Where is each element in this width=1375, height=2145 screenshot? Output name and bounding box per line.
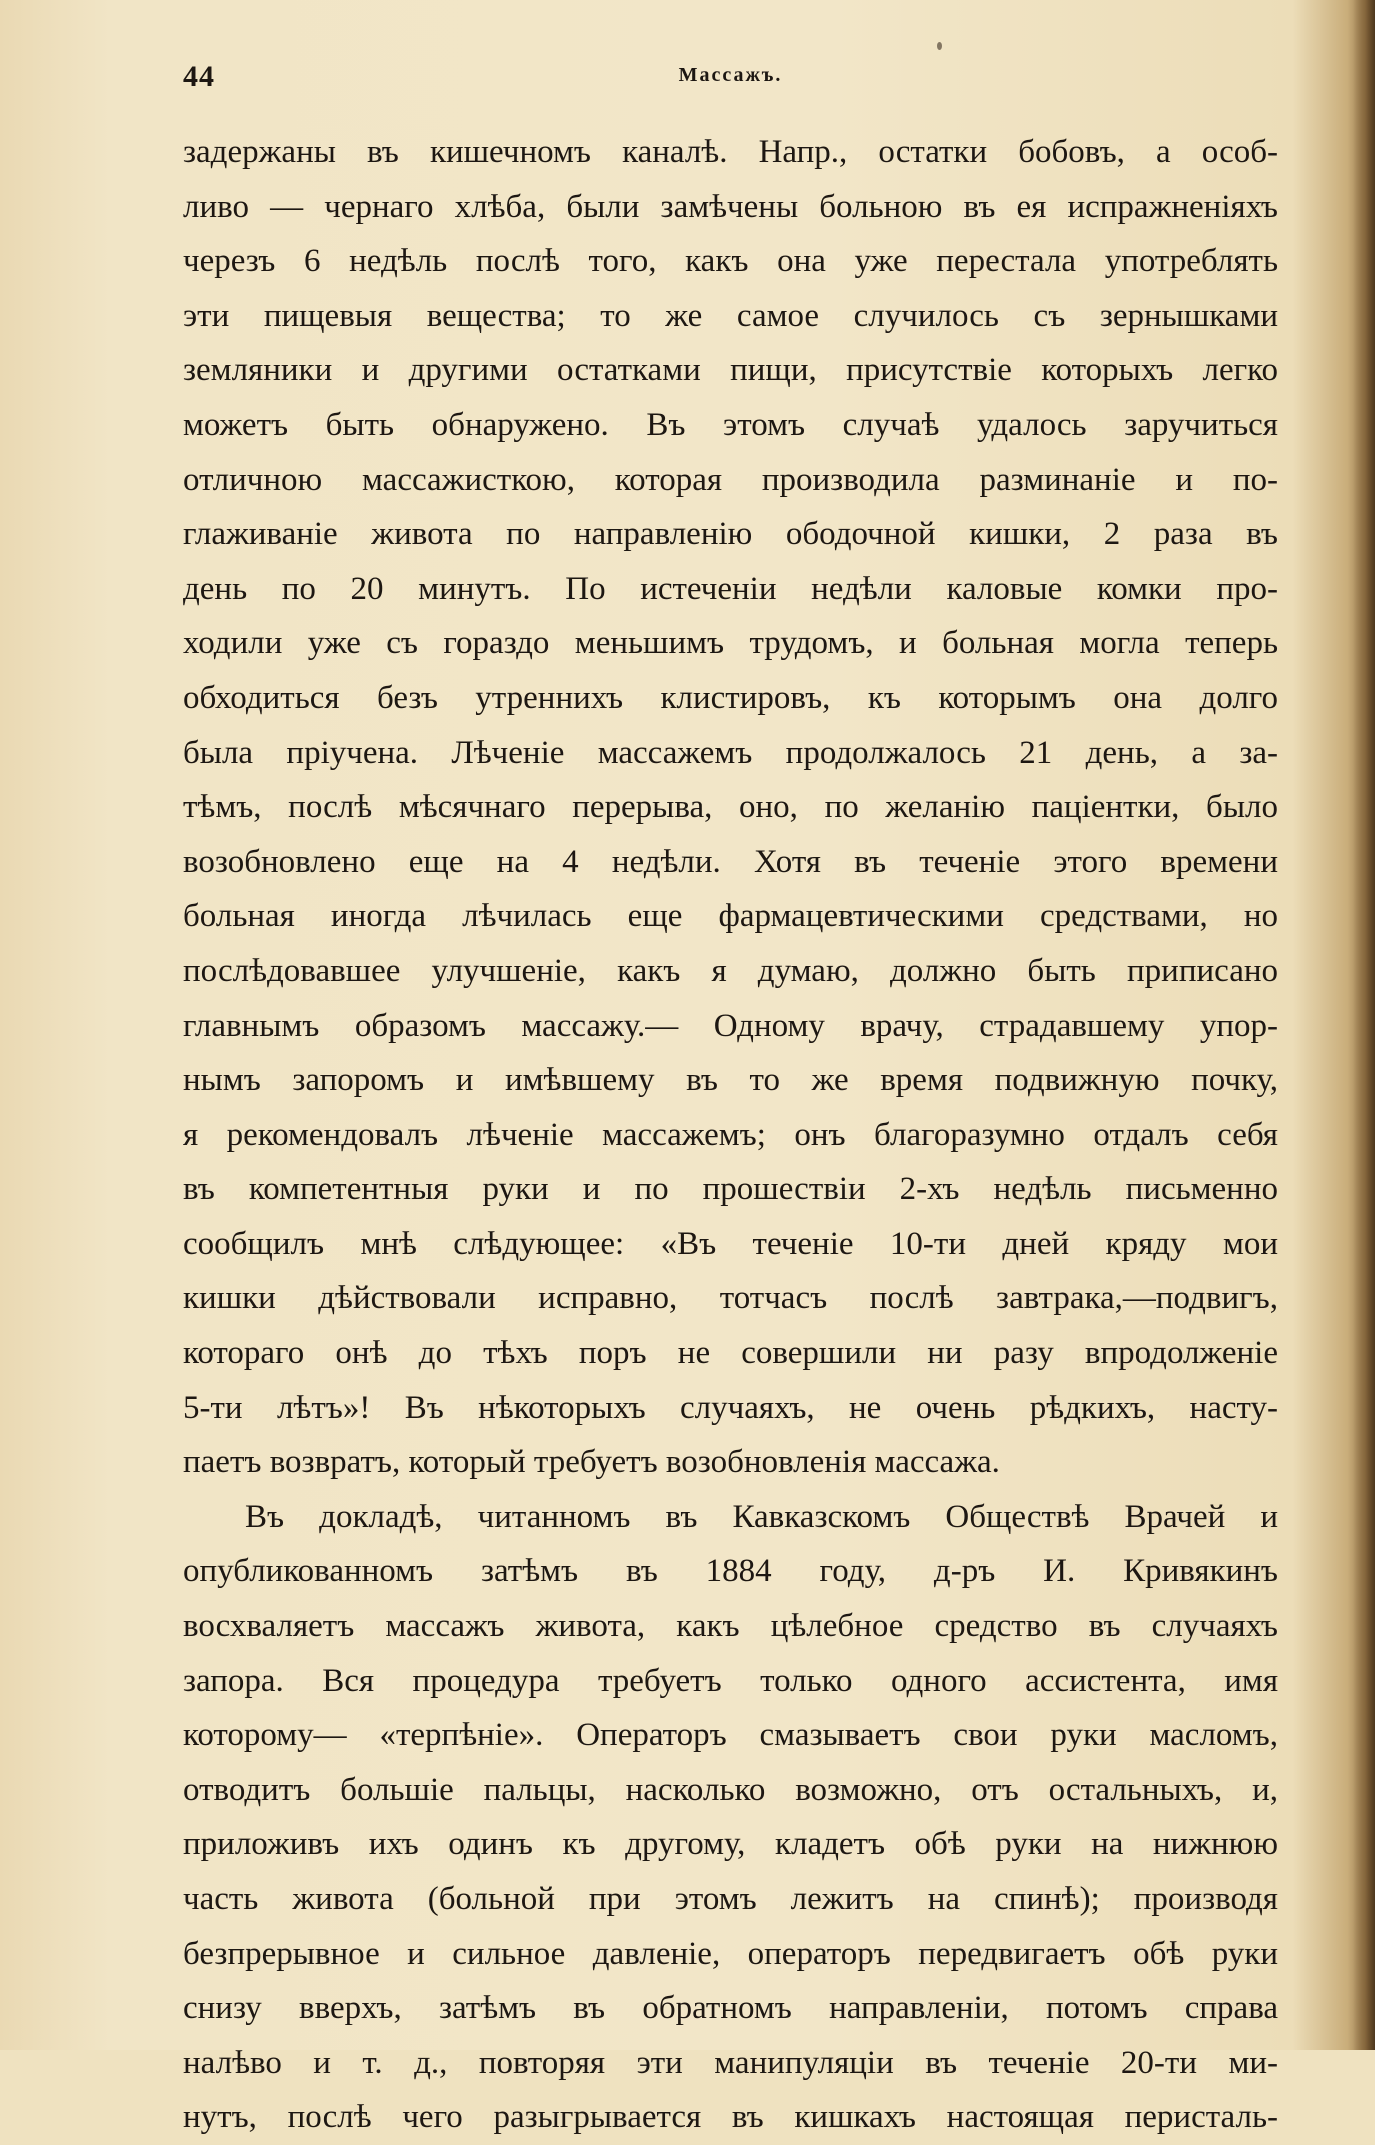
text-line: часть живота (больной при этомъ лежитъ на спинѣ); производя <box>183 1881 1278 1917</box>
text-line: въ компетентныя руки и по прошествіи 2-хъ недѣль письменно <box>183 1171 1278 1208</box>
text-line: отводитъ большіе пальцы, насколько возможно, отъ остальныхъ, и, <box>183 1771 1278 1808</box>
page-edge-shadow <box>1353 0 1375 2050</box>
text-line: тѣмъ, послѣ мѣсячнаго перерыва, оно, по желанію паціентки, было <box>183 789 1278 826</box>
text-line: черезъ 6 недѣль послѣ того, какъ она уже перестала употреблять <box>183 243 1278 280</box>
text-line: запора. Вся процедура требуетъ только одного ассистента, имя <box>183 1662 1278 1699</box>
text-line: безпрерывное и сильное давленіе, операторъ передвигаетъ обѣ руки <box>183 1935 1278 1972</box>
running-title: Массажъ. <box>678 64 783 86</box>
text-line: день по 20 минутъ. По истеченіи недѣли каловые комки про- <box>183 570 1278 607</box>
body-text <box>183 125 1278 2145</box>
text-line: 5-ти лѣтъ»! Въ нѣкоторыхъ случаяхъ, не очень рѣдкихъ, насту- <box>183 1389 1278 1426</box>
text-line: восхваляетъ массажъ живота, какъ цѣлебное средство въ случаяхъ <box>183 1608 1278 1645</box>
text-line: налѣво и т. д., повторяя эти манипуляціи въ теченіе 20-ти ми- <box>183 2044 1278 2081</box>
text-line: нымъ запоромъ и имѣвшему въ то же время подвижную почку, <box>183 1062 1278 1099</box>
text-line: кишки дѣйствовали исправно, тотчасъ послѣ завтрака,—подвигъ, <box>183 1280 1278 1317</box>
text-line: снизу вверхъ, затѣмъ въ обратномъ направленіи, потомъ справа <box>183 1990 1278 2027</box>
text-line: послѣдовавшее улучшеніе, какъ я думаю, должно быть приписано <box>183 952 1278 989</box>
text-line: была пріучена. Лѣченіе массажемъ продолжалось 21 день, а за- <box>183 734 1278 771</box>
text-line: сообщилъ мнѣ слѣдующее: «Въ теченіе 10-ти дней кряду мои <box>183 1225 1278 1262</box>
text-line: отличною массажисткою, которая производила разминаніе и по- <box>183 461 1278 498</box>
text-line: ливо — чернаго хлѣба, были замѣчены больною въ ея испражненіяхъ <box>183 188 1278 225</box>
page-header <box>183 60 1278 100</box>
text-line: котораго онѣ до тѣхъ поръ не совершили ни разу впродолженіе <box>183 1335 1278 1372</box>
text-line: можетъ быть обнаружено. Въ этомъ случаѣ удалось заручиться <box>183 406 1278 443</box>
text-line: эти пищевыя вещества; то же самое случилось съ зернышками <box>183 297 1278 334</box>
text-line: обходиться безъ утреннихъ клистировъ, къ которымъ она долго <box>183 679 1278 716</box>
text-line: земляники и другими остатками пищи, присутствіе которыхъ легко <box>183 352 1278 389</box>
text-line: глаживаніе живота по направленію ободочной кишки, 2 раза въ <box>183 516 1278 553</box>
text-line: паетъ возвратъ, который требуетъ возобновленія массажа. <box>183 1444 1000 1481</box>
text-line: которому— «терпѣніе». Операторъ смазываетъ свои руки масломъ, <box>183 1717 1278 1754</box>
text-line: задержаны въ кишечномъ каналѣ. Напр., остатки бобовъ, а особ- <box>183 134 1278 170</box>
page-number: 44 <box>183 60 215 93</box>
text-line: приложивъ ихъ одинъ къ другому, кладетъ обѣ руки на нижнюю <box>183 1826 1278 1863</box>
text-line: больная иногда лѣчилась еще фармацевтическими средствами, но <box>183 898 1278 935</box>
ink-speck <box>937 42 942 50</box>
text-line: ходили уже съ гораздо меньшимъ трудомъ, и больная могла теперь <box>183 625 1278 662</box>
text-line: возобновлено еще на 4 недѣли. Хотя въ теченіе этого времени <box>183 843 1278 880</box>
text-line: нутъ, послѣ чего разыгрывается въ кишкахъ настоящая перисталь- <box>183 2099 1278 2136</box>
text-line: главнымъ образомъ массажу.— Одному врачу, страдавшему упор- <box>183 1007 1278 1044</box>
text-line: опубликованномъ затѣмъ въ 1884 году, д-ръ И. Кривякинъ <box>183 1553 1278 1590</box>
text-line-paragraph-start: Въ докладѣ, читанномъ въ Кавказскомъ Обществѣ Врачей и <box>245 1498 1278 1535</box>
text-line: я рекомендовалъ лѣченіе массажемъ; онъ благоразумно отдалъ себя <box>183 1116 1278 1153</box>
